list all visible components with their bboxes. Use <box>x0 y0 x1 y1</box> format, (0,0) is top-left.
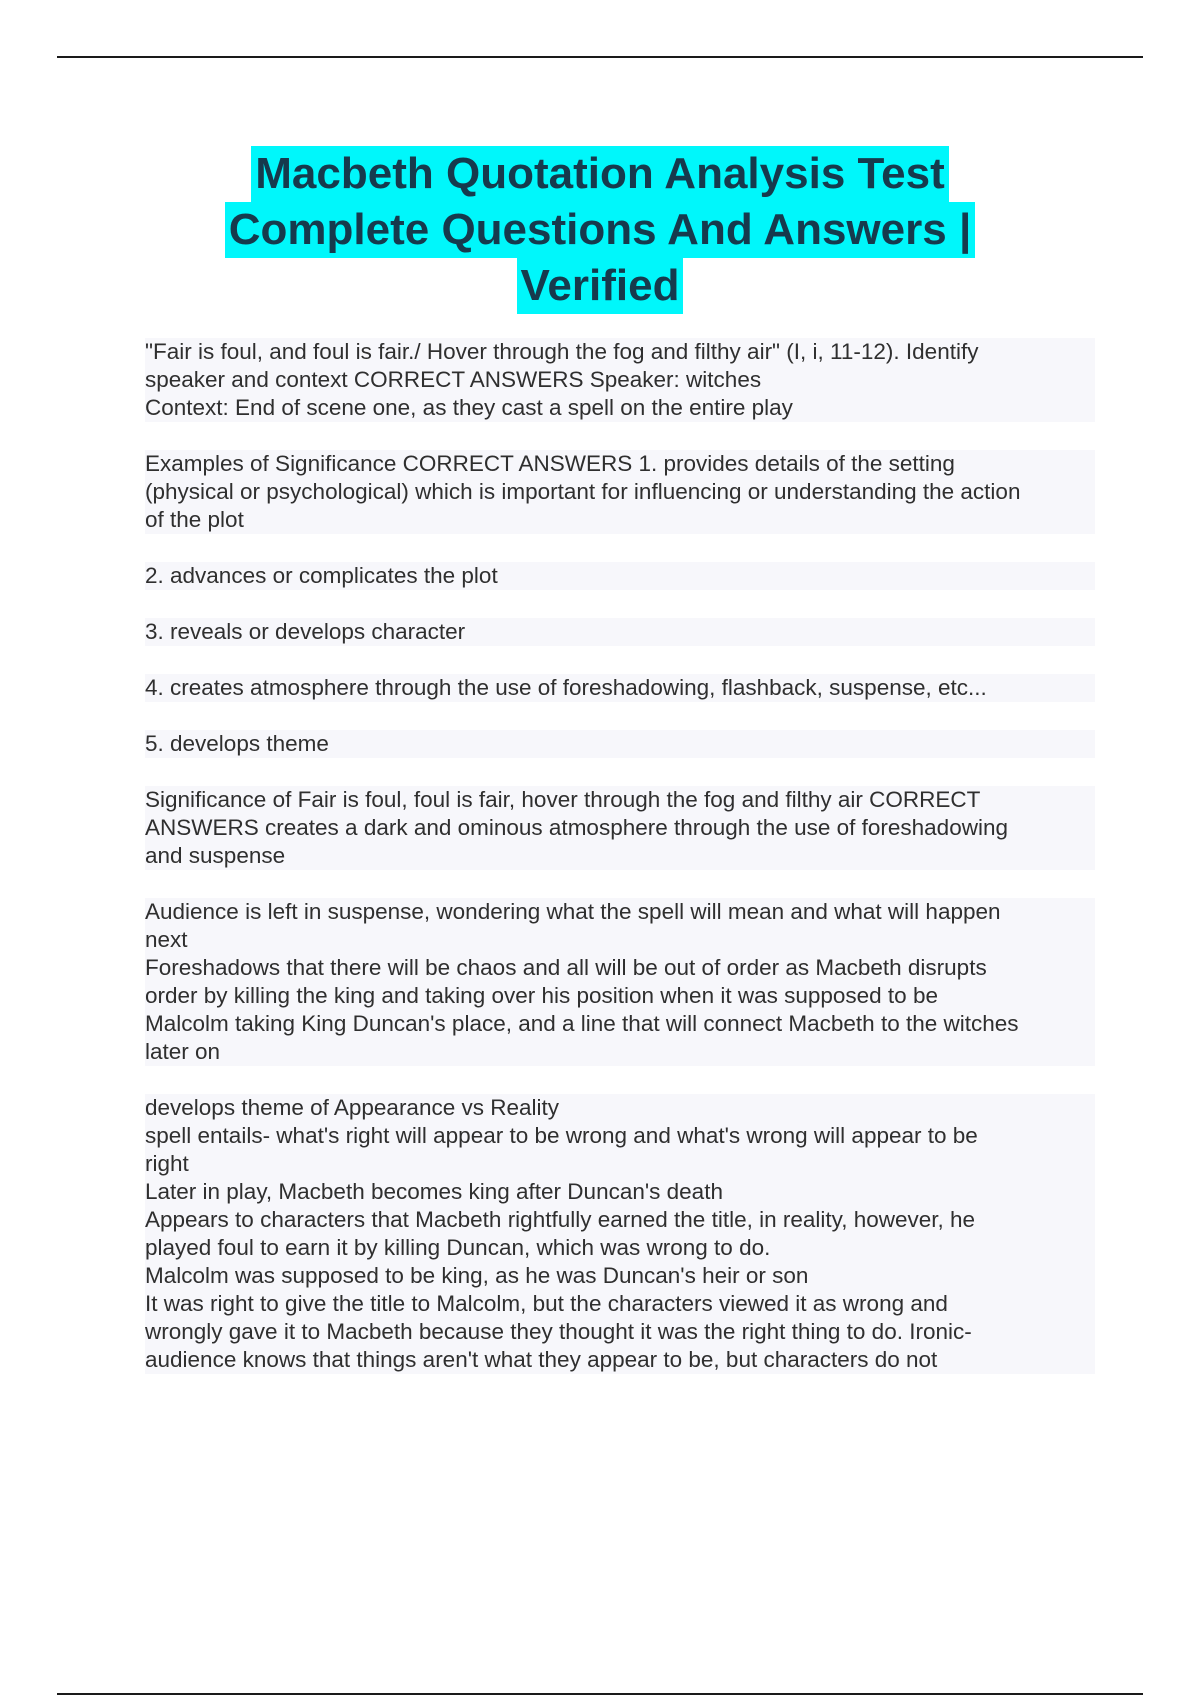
text-line: Appears to characters that Macbeth rightfully earned the title, in reality, however, he <box>145 1207 976 1232</box>
text-line: next <box>145 927 188 952</box>
text-line: right <box>145 1151 189 1176</box>
paragraph <box>145 1094 1095 1374</box>
text-line: Context: End of scene one, as they cast a spell on the entire play <box>145 395 793 420</box>
text-line: It was right to give the title to Malcolm, but the characters viewed it as wrong and <box>145 1291 948 1316</box>
bottom-divider <box>57 1693 1143 1695</box>
paragraph <box>145 338 1095 422</box>
top-divider <box>57 56 1143 58</box>
document-body <box>145 338 1095 1374</box>
text-line: later on <box>145 1039 221 1064</box>
text-line: and suspense <box>145 843 286 868</box>
text-line: played foul to earn it by killing Duncan, which was wrong to do. <box>145 1235 771 1260</box>
paragraph <box>145 674 1095 702</box>
text-line: ANSWERS creates a dark and ominous atmosphere through the use of foreshadowing <box>145 815 1008 840</box>
title-line-2: Complete Questions And Answers | <box>225 202 976 258</box>
paragraph <box>145 562 1095 590</box>
text-line: 3. reveals or develops character <box>145 619 466 644</box>
text-line: Foreshadows that there will be chaos and all will be out of order as Macbeth disrupts <box>145 955 987 980</box>
text-line: spell entails- what's right will appear to be wrong and what's wrong will appear to be <box>145 1123 978 1148</box>
paragraph <box>145 898 1095 1066</box>
text-line: "Fair is foul, and foul is fair./ Hover through the fog and filthy air" (I, i, 11-12). Identify <box>145 339 979 364</box>
paragraph <box>145 450 1095 534</box>
title-line-1: Macbeth Quotation Analysis Test <box>251 146 948 202</box>
text-line: 2. advances or complicates the plot <box>145 563 498 588</box>
text-line: wrongly gave it to Macbeth because they thought it was the right thing to do. Ironic- <box>145 1319 972 1344</box>
text-line: Audience is left in suspense, wondering what the spell will mean and what will happen <box>145 899 1001 924</box>
text-line: Malcolm was supposed to be king, as he was Duncan's heir or son <box>145 1263 809 1288</box>
text-line: Significance of Fair is foul, foul is fair, hover through the fog and filthy air CORRECT <box>145 787 981 812</box>
paragraph <box>145 730 1095 758</box>
page-title <box>150 146 1050 314</box>
text-line: of the plot <box>145 507 244 532</box>
text-line: 5. develops theme <box>145 731 329 756</box>
text-line: Malcolm taking King Duncan's place, and a line that will connect Macbeth to the witches <box>145 1011 1019 1036</box>
text-line: Examples of Significance CORRECT ANSWERS 1. provides details of the setting <box>145 451 955 476</box>
text-line: (physical or psychological) which is important for influencing or understanding the action <box>145 479 1021 504</box>
text-line: develops theme of Appearance vs Reality <box>145 1095 559 1120</box>
title-line-3: Verified <box>517 258 684 314</box>
text-line: order by killing the king and taking over his position when it was supposed to be <box>145 983 938 1008</box>
text-line: audience knows that things aren't what they appear to be, but characters do not <box>145 1347 938 1372</box>
paragraph <box>145 618 1095 646</box>
text-line: Later in play, Macbeth becomes king after Duncan's death <box>145 1179 723 1204</box>
text-line: speaker and context CORRECT ANSWERS Speaker: witches <box>145 367 762 392</box>
text-line: 4. creates atmosphere through the use of foreshadowing, flashback, suspense, etc... <box>145 675 987 700</box>
paragraph <box>145 786 1095 870</box>
